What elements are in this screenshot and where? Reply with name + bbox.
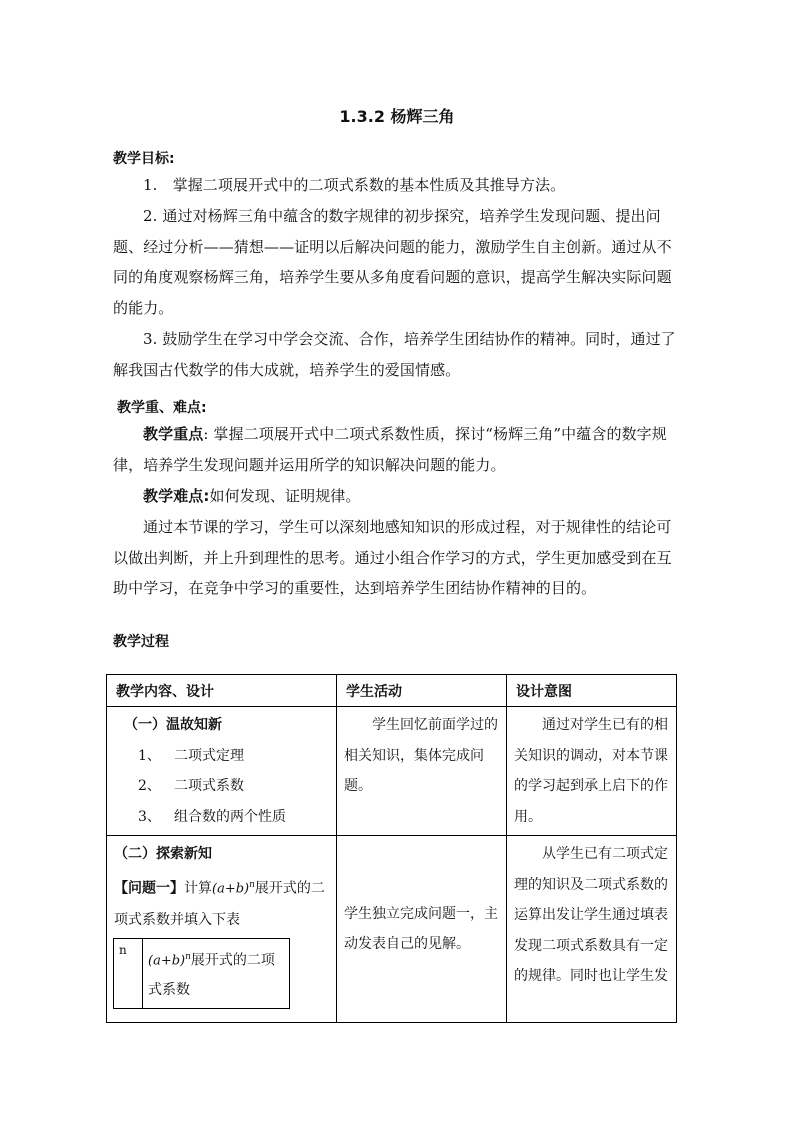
- difficult-point-paragraph: [113, 481, 681, 512]
- column-header: 教学内容、设计: [107, 675, 337, 707]
- table-row: [107, 707, 677, 836]
- objectives-heading: 教学目标:: [113, 151, 175, 167]
- objective-3: 3. 鼓励学生在学习中学会交流、合作，培养学生团结协作的精神。同时，通过了解我国古代数学的伟大成就，培养学生的爱国情感。: [113, 330, 676, 379]
- key-point-label: 教学重点: [143, 425, 204, 443]
- question-one: 【问题一】计算$(a+b)^n$展开式的二项式系数并填入下表: [114, 879, 325, 928]
- inner-n-header: n: [114, 939, 143, 1009]
- difficult-point-text: 如何发现、证明规律。: [209, 487, 361, 505]
- table-row: [107, 836, 677, 1023]
- list-item: 2、 二项式系数: [138, 778, 244, 794]
- process-table: [106, 674, 677, 1023]
- document-title: 1.3.2 杨辉三角: [339, 107, 455, 126]
- activity-cell: 学生独立完成问题一，主动发表自己的见解。: [337, 836, 507, 1023]
- objective-2: 2. 通过对杨辉三角中蕴含的数字规律的初步探究，培养学生发现问题、提出问题、经过分析——猜想——证明以后解决问题的能力，激励学生自主创新。通过从不同的角度观察杨辉三角，培养学生要从多角度看问题的意识，提高学生解决实际问题的能力。: [113, 207, 672, 317]
- summary-paragraph: 通过本节课的学习，学生可以深刻地感知知识的形成过程，对于规律性的结论可以做出判断，并上升到理性的思考。通过小组合作学习的方式，学生更加感受到在互助中学习，在竞争中学习的重要性，达到培养学生团结协作精神的目的。: [113, 518, 672, 597]
- intent-cell: 从学生已有二项式定理的知识及二项式系数的运算出发让学生通过填表发现二项式系数具有一定的规律。同时也让学生发: [507, 836, 677, 1023]
- key-point-paragraph: [113, 419, 681, 480]
- key-point-text: : 掌握二项展开式中二项式系数性质，探讨“杨辉三角”中蕴含的数字规律，培养学生发现问题并运用所学的知识解决问题的能力。: [113, 425, 667, 474]
- content-cell: [107, 836, 337, 1023]
- list-item: 3、 组合数的两个性质: [138, 808, 286, 825]
- column-header: 设计意图: [507, 675, 677, 707]
- process-heading: 教学过程: [113, 634, 169, 650]
- coefficient-table: [113, 938, 290, 1009]
- activity-cell: 学生回忆前面学过的相关知识，集体完成问题。: [337, 707, 507, 836]
- content-cell: [107, 707, 337, 836]
- objective-1: 1. 掌握二项展开式中的二项式系数的基本性质及其推导方法。: [143, 176, 566, 194]
- table-header-row: [107, 675, 677, 707]
- intent-cell: 通过对学生已有的相关知识的调动，对本节课的学习起到承上启下的作用。: [507, 707, 677, 836]
- column-header: 学生活动: [337, 675, 507, 707]
- key-points-heading: 教学重、难点:: [117, 400, 207, 416]
- section-title: （一）温故知新: [124, 717, 222, 733]
- formula: (a+b): [212, 881, 250, 897]
- inner-formula-header: $(a+b)^n$展开式的二项式系数: [143, 939, 290, 1009]
- list-item: 1、 二项式定理: [138, 747, 244, 764]
- section-title: （二）探索新知: [114, 846, 212, 862]
- difficult-point-label: 教学难点:: [143, 487, 210, 505]
